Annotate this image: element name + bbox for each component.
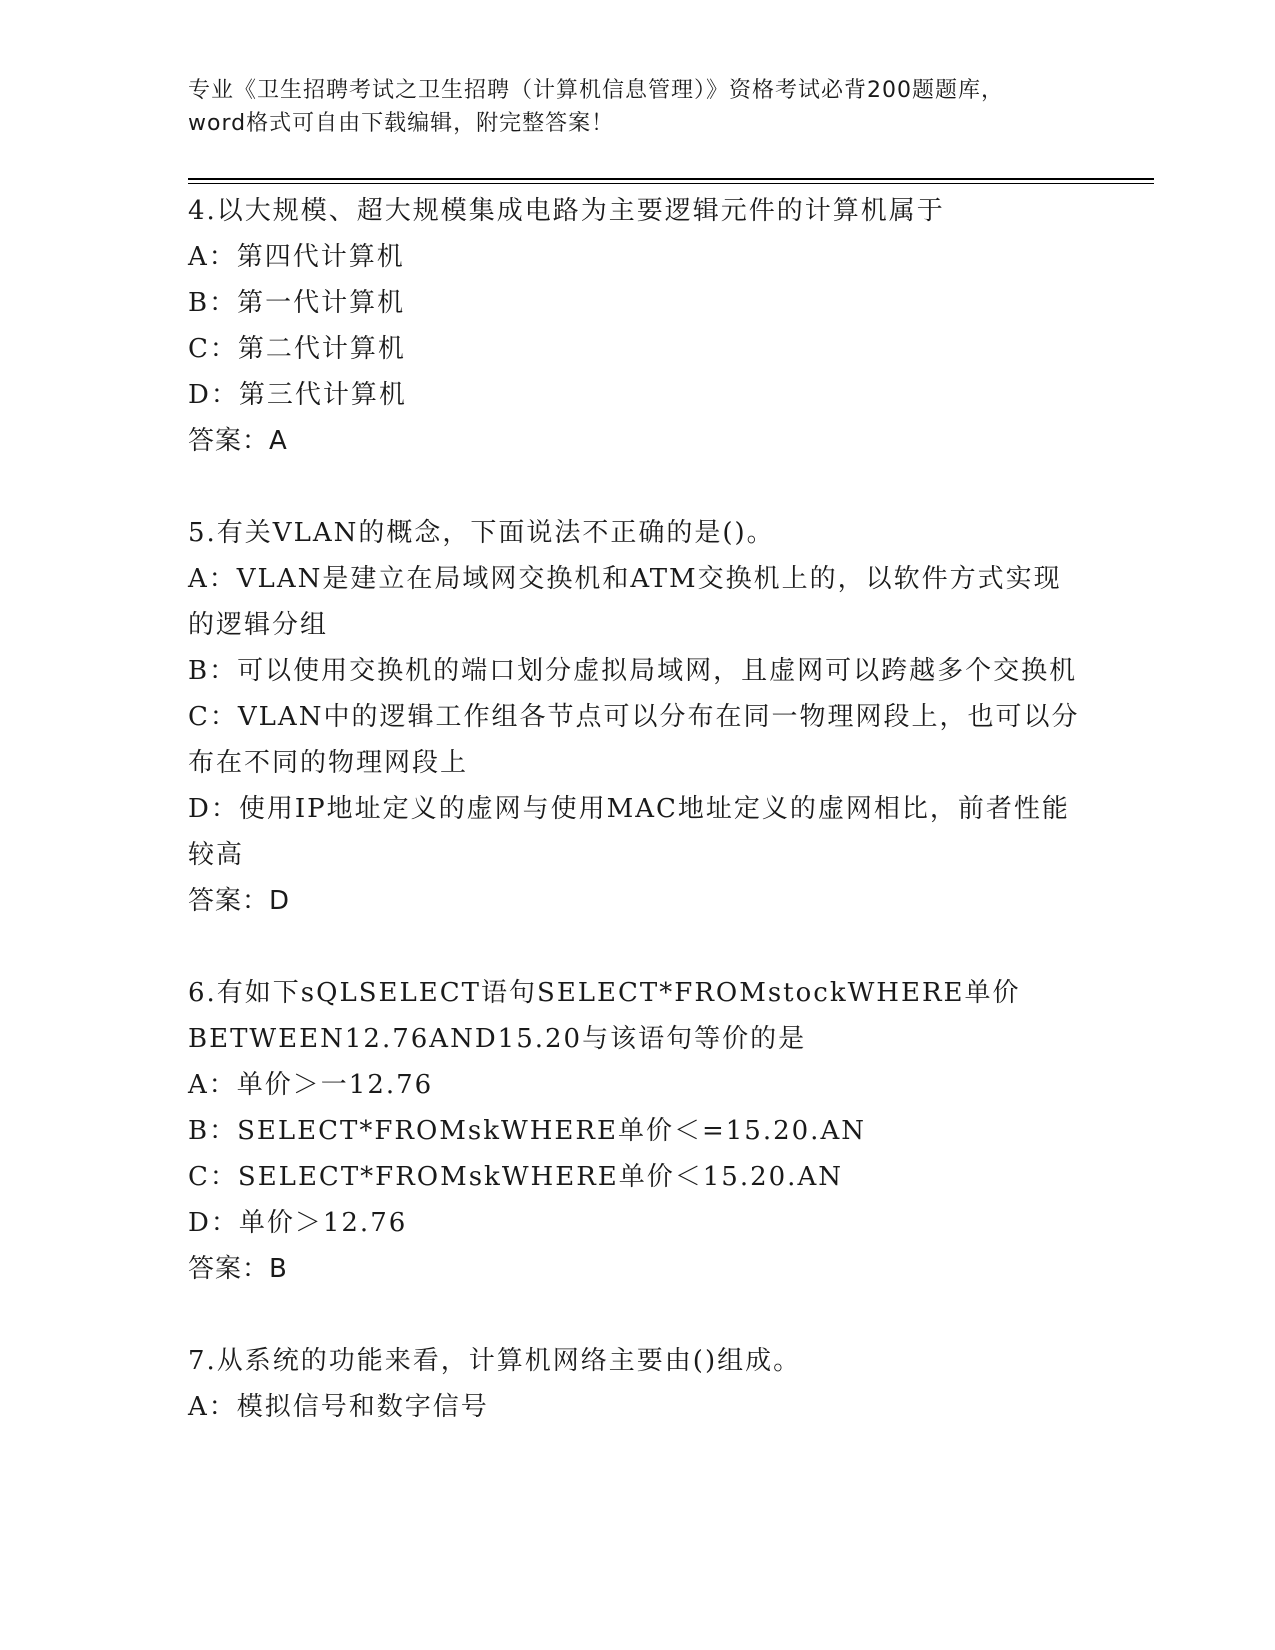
question-5 bbox=[188, 510, 1088, 924]
answer: 答案：A bbox=[188, 426, 288, 456]
option-a: A：VLAN是建立在局域网交换机和ATM交换机上的，以软件方式实现的逻辑分组 bbox=[188, 564, 1062, 640]
option-c: C：VLAN中的逻辑工作组各节点可以分布在同一物理网段上，也可以分布在不同的物理网段上 bbox=[188, 702, 1080, 778]
question-list bbox=[188, 188, 1088, 1430]
option-c: C：SELECT*FROMskWHERE单价＜15.20.AN bbox=[188, 1162, 843, 1192]
header-rule-thick bbox=[188, 178, 1154, 180]
option-a: A：模拟信号和数字信号 bbox=[188, 1392, 489, 1422]
option-a: A：第四代计算机 bbox=[188, 242, 405, 272]
question-4 bbox=[188, 188, 1088, 464]
option-d: D：单价＞12.76 bbox=[188, 1208, 408, 1238]
question-title: 4.以大规模、超大规模集成电路为主要逻辑元件的计算机属于 bbox=[188, 196, 945, 226]
option-b: B：SELECT*FROMskWHERE单价＜=15.20.AN bbox=[188, 1116, 866, 1146]
option-b: B：可以使用交换机的端口划分虚拟局域网，且虚网可以跨越多个交换机 bbox=[188, 656, 1078, 686]
option-a: A：单价＞一12.76 bbox=[188, 1070, 434, 1100]
option-d: D：使用IP地址定义的虚网与使用MAC地址定义的虚网相比，前者性能较高 bbox=[188, 794, 1070, 870]
answer: 答案：D bbox=[188, 886, 291, 916]
option-c: C：第二代计算机 bbox=[188, 334, 406, 364]
header-line-1: 专业《卫生招聘考试之卫生招聘（计算机信息管理）》资格考试必背200题题库， bbox=[188, 78, 1004, 103]
header-rule-thin bbox=[188, 183, 1154, 184]
question-7 bbox=[188, 1338, 1088, 1430]
answer: 答案：B bbox=[188, 1254, 288, 1284]
question-title: 5.有关VLAN的概念，下面说法不正确的是()。 bbox=[188, 518, 775, 548]
option-d: D：第三代计算机 bbox=[188, 380, 407, 410]
question-6 bbox=[188, 970, 1088, 1292]
question-title: 6.有如下sQLSELECT语句SELECT*FROMstockWHERE单价BETWEEN12.76AND15.20与该语句等价的是 bbox=[188, 978, 1021, 1054]
option-b: B：第一代计算机 bbox=[188, 288, 406, 318]
document-header bbox=[188, 74, 1088, 140]
question-title: 7.从系统的功能来看，计算机网络主要由()组成。 bbox=[188, 1346, 802, 1376]
header-line-2: word格式可自由下载编辑，附完整答案！ bbox=[188, 111, 615, 136]
